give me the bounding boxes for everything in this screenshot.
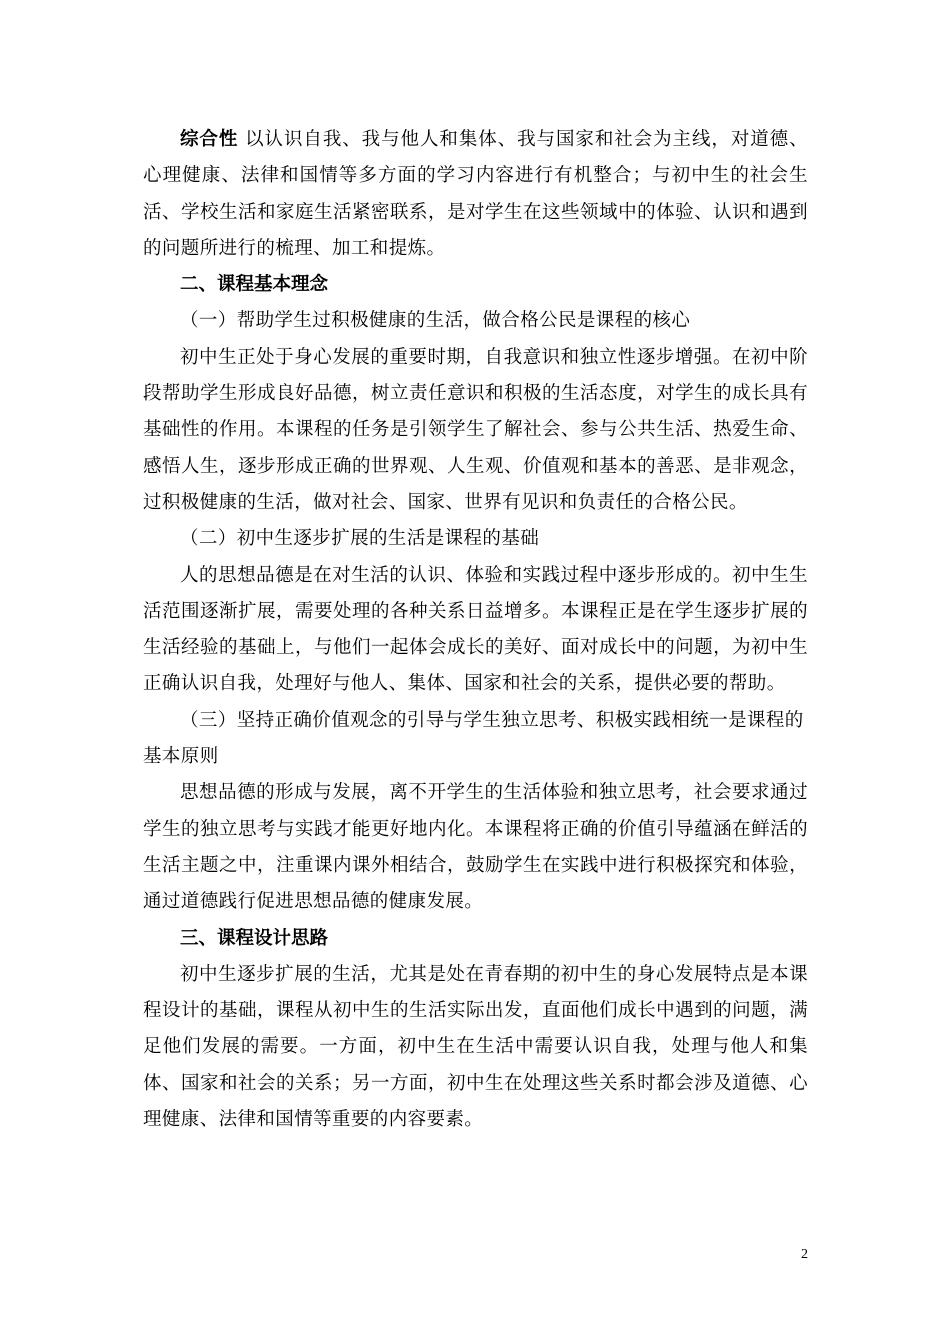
section-heading-design-ideas: 三、课程设计思路: [180, 927, 329, 949]
subheading-core: （一）帮助学生过积极健康的生活，做合格公民是课程的核心: [180, 310, 691, 332]
paragraph-text: 以认识自我、我与他人和集体、我与国家和社会为主线，对道德、心理健康、法律和国情等多方面的学习内容进行有机整合；与初中生的社会生活、学校生活和家庭生活紧密联系，是对学生在这些领域中的体验、认识和遇到的问题所进行的梳理、加工和提炼。: [143, 129, 809, 259]
paragraph-design-ideas: 初中生逐步扩展的生活，尤其是处在青春期的初中生的身心发展特点是本课程设计的基础，课程从初中生的生活实际出发，直面他们成长中遇到的问题，满足他们发展的需要。一方面，初中生在生活中需要认识自我，处理与他人和集体、国家和社会的关系；另一方面，初中生在处理这些关系时都会涉及道德、心理健康、法律和国情等重要的内容要素。: [143, 963, 808, 1131]
paragraph-principle: 思想品德的形成与发展，离不开学生的生活体验和独立思考，社会要求通过学生的独立思考与实践才能更好地内化。本课程将正确的价值引导蕴涵在鲜活的生活主题之中，注重课内课外相结合，鼓励学生在实践中进行积极探究和体验，通过道德践行促进思想品德的健康发展。: [143, 782, 808, 913]
paragraph-core: 初中生正处于身心发展的重要时期，自我意识和独立性逐步增强。在初中阶段帮助学生形成良好品德，树立责任意识和积极的生活态度，对学生的成长具有基础性的作用。本课程的任务是引领学生了解社会、参与公共生活、热爱生命、感悟人生，逐步形成正确的世界观、人生观、价值观和基本的善恶、是非观念，过积极健康的生活，做对社会、国家、世界有见识和负责任的合格公民。: [143, 346, 808, 513]
paragraph-lead-term: 综合性: [180, 129, 239, 150]
paragraph-comprehensiveness: [143, 122, 808, 267]
subheading-foundation: （二）初中生逐步扩展的生活是课程的基础: [180, 528, 540, 550]
page-number: 2: [801, 1247, 808, 1262]
paragraph-foundation: 人的思想品德是在对生活的认识、体验和实践过程中逐步形成的。初中生生活范围逐渐扩展，需要处理的各种关系日益增多。本课程正是在学生逐步扩展的生活经验的基础上，与他们一起体会成长的美好、面对成长中的问题，为初中生正确认识自我，处理好与他人、集体、国家和社会的关系，提供必要的帮助。: [143, 564, 808, 695]
subheading-principle: （三）坚持正确价值观念的引导与学生独立思考、积极实践相统一是课程的基本原则: [143, 709, 804, 768]
document-body: [143, 122, 808, 1138]
section-heading-basic-concepts: 二、课程基本理念: [180, 274, 329, 296]
